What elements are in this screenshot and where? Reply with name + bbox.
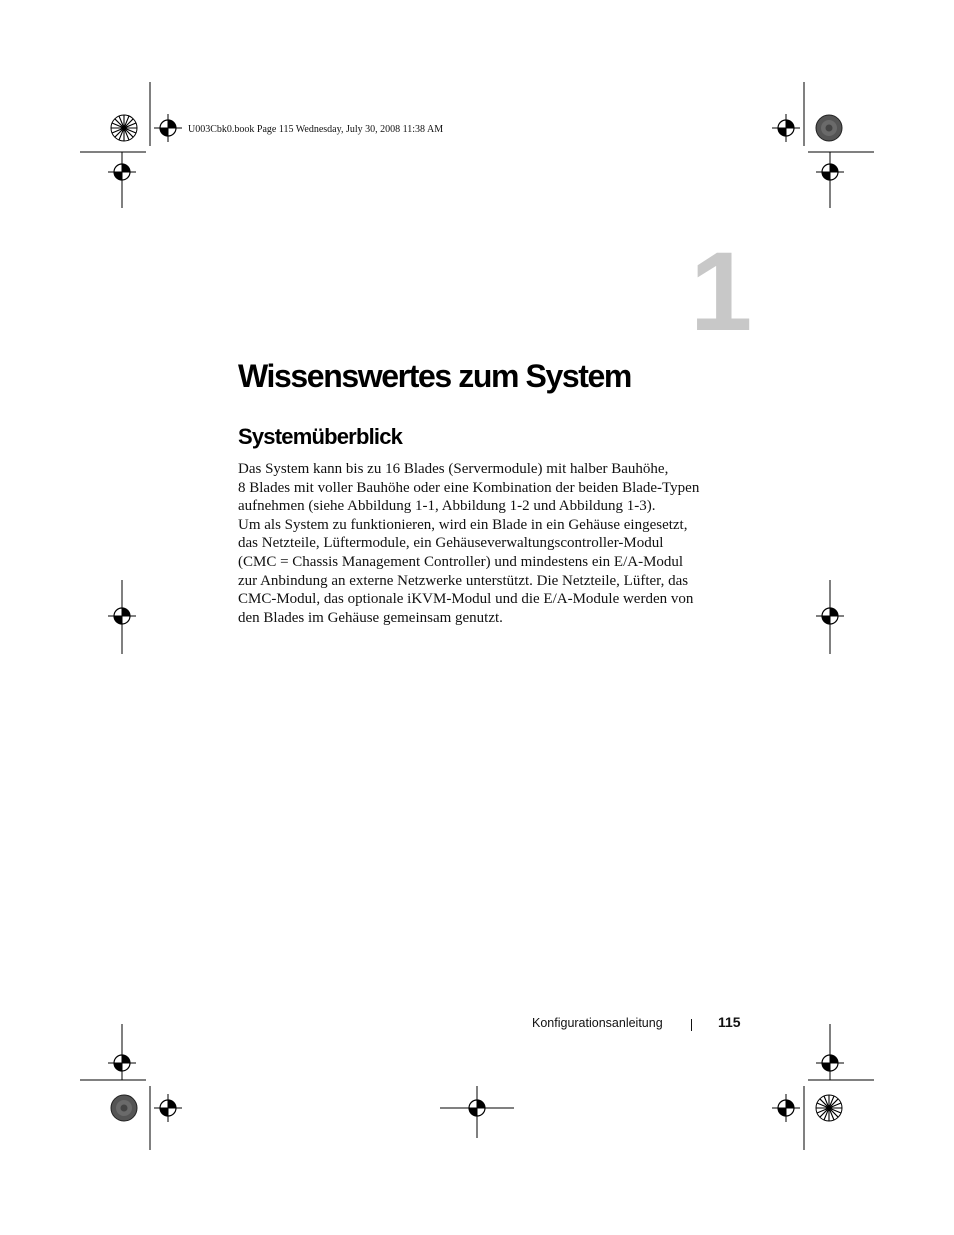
text-line: das Netzteile, Lüftermodule, ein Gehäuseverwaltungscontroller-Modul — [238, 535, 664, 552]
text-line: CMC-Modul, das optionale iKVM-Modul und die E/A-Module werden von — [238, 591, 694, 608]
text-line: Das System kann bis zu 16 Blades (Servermodule) mit halber Bauhöhe, — [238, 461, 669, 477]
footer-label: Konfigurationsanleitung — [532, 1016, 663, 1030]
text-line: den Blades im Gehäuse gemeinsam genutzt. — [238, 609, 503, 626]
page-number: 115 — [718, 1014, 741, 1030]
text-line: Um als System zu funktionieren, wird ein Blade in ein Gehäuse eingesetzt, — [238, 516, 688, 533]
text-line: aufnehmen (siehe Abbildung 1-1, Abbildung 1-2 und Abbildung 1-3). — [238, 498, 656, 515]
paragraph-1 — [238, 460, 738, 516]
chapter-title: Wissenswertes zum System — [238, 358, 631, 394]
chapter-number: 1 — [690, 229, 749, 354]
text-line: zur Anbindung an externe Netzwerke unterstützt. Die Netzteile, Lüfter, das — [238, 572, 689, 589]
body-text — [238, 460, 738, 627]
paragraph-2 — [238, 516, 738, 628]
text-line: (CMC = Chassis Management Controller) und mindestens ein E/A-Modul — [238, 553, 684, 570]
text-line: 8 Blades mit voller Bauhöhe oder eine Kombination der beiden Blade-Typen — [238, 479, 700, 496]
footer-separator — [691, 1019, 692, 1031]
section-title: Systemüberblick — [238, 424, 403, 449]
print-slug: U003Cbk0.book Page 115 Wednesday, July 30, 2008 11:38 AM — [188, 124, 444, 135]
